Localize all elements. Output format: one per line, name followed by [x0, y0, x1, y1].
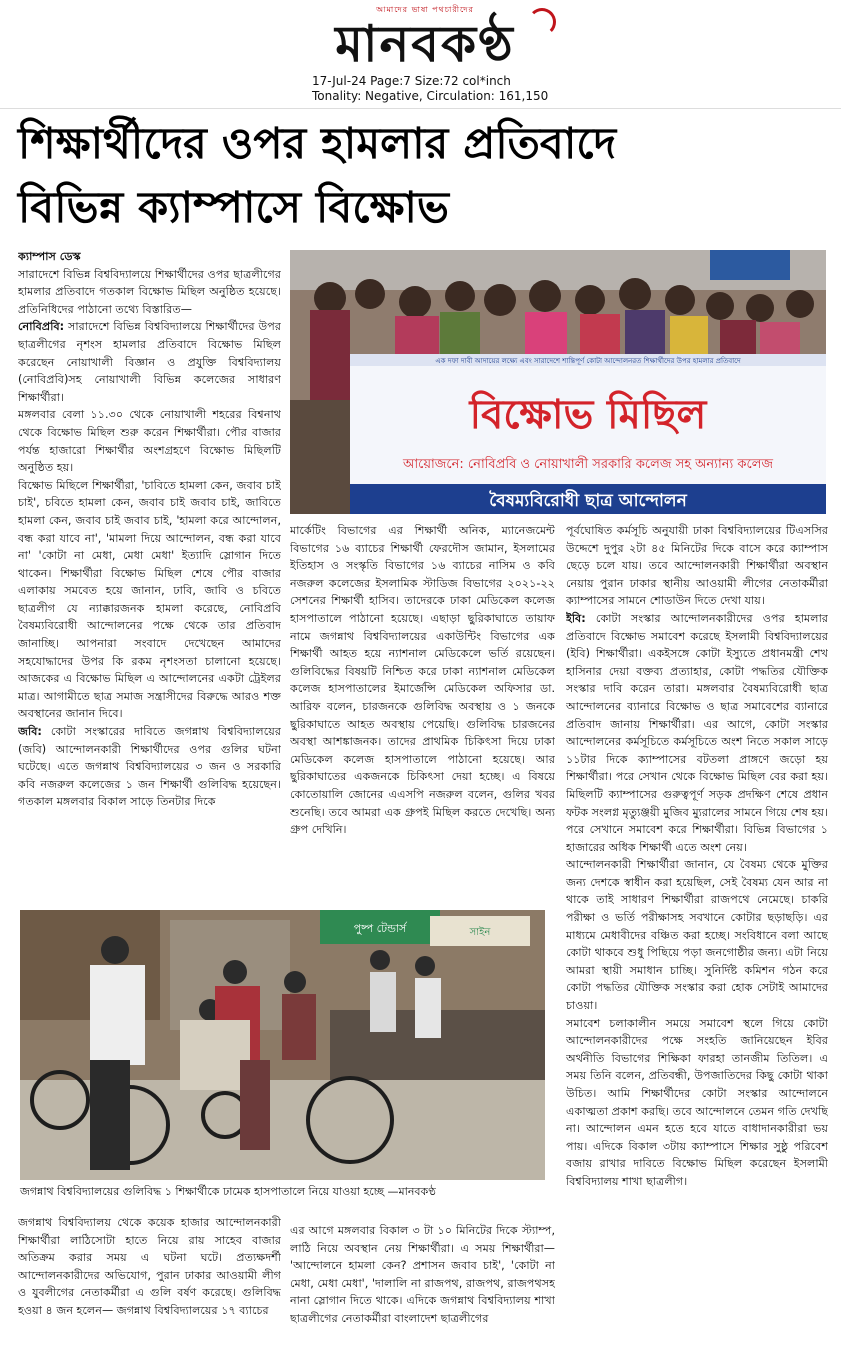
- paragraph: সারাদেশে বিভিন্ন বিশ্ববিদ্যালয়ে শিক্ষার্থীদের ওপর ছাত্রলীগের হামলার প্রতিবাদে গতকাল বিক্ষোভ মিছিল অনুষ্ঠিত হয়েছে। প্রতিনিধিদের পাঠানো তথ্যে বিস্তারিত—: [18, 267, 281, 316]
- photo-caption: জগন্নাথ বিশ্ববিদ্যালয়ের গুলিবিদ্ধ ১ শিক্ষার্থীকে ঢামেক হাসপাতালে নিয়ে যাওয়া হচ্ছে —মানবকণ্ঠ: [20, 1185, 436, 1198]
- paragraph: [566, 610, 828, 856]
- paragraph: জগন্নাথ বিশ্ববিদ্যালয় থেকে কয়েক হাজার আন্দোলনকারী শিক্ষার্থীরা লাঠিসোটা হাতে নিয়ে রায় সাহেব বাজার অতিক্রম করার সময় এ ঘটনা ঘটে। প্রত্যক্ষদর্শী আন্দোলনকারীদের অভিযোগ, পুরান ঢাকার আওয়ামী লীগ ও যুবলীগের নেতাকর্মীরা এ গুলি বর্ষণ করেছে। গুলিবিদ্ধ হওয়া ৪ জন হলেন— জগন্নাথ বিশ্ববিদ্যালয়ের ১৭ ব্যাচের: [18, 1216, 281, 1317]
- banner-bottom-text: বৈষম্যবিরোধী ছাত্র আন্দোলন: [489, 491, 687, 511]
- banner-main-text: বিক্ষোভ মিছিল: [469, 392, 707, 438]
- article-column-3: [566, 522, 828, 1344]
- divider: [0, 108, 841, 109]
- banner-top-text: এক দফা দাবী আদায়ের লক্ষ্যে এবং সারাদেশে শান্তিপূর্ণ কোটা আন্দোলনরত শিক্ষার্থীদের উপর হামলার প্রতিবাদে: [435, 357, 741, 365]
- shop-sign-right: সাইন: [469, 927, 491, 938]
- paragraph: [18, 723, 281, 811]
- section-lead: নোবিপ্রবি:: [18, 320, 65, 334]
- paragraph-text: কোটা সংস্কারের দাবিতে জগন্নাথ বিশ্ববিদ্যালয়ের (জবি) আন্দোলনকারী শিক্ষার্থীদের ওপর গুলির ঘটনা ঘটেছে। এতে জগন্নাথ বিশ্ববিদ্যালয়ের ৩ জন ও সরকারি কবি নজরুল কলেজের ১ জন শিক্ষার্থী গুলিবিদ্ধ হয়েছেন। গতকাল মঙ্গলবার বিকাল সাড়ে তিনটার দিকে: [18, 725, 281, 809]
- newspaper-logo: মানবকণ্ঠ: [335, 15, 515, 73]
- paragraph: [18, 318, 281, 406]
- clip-meta: [312, 74, 548, 104]
- section-lead: জবি:: [18, 725, 42, 739]
- protest-photo-svg: [290, 250, 826, 514]
- article-column-1: [18, 248, 281, 900]
- street-photo-svg: [20, 910, 545, 1180]
- shop-sign-left: পুষ্প টেন্ডার্স: [353, 922, 407, 935]
- headline-line-2: বিভিন্ন ক্যাম্পাসে বিক্ষোভ: [18, 183, 449, 233]
- paragraph: মার্কেটিং বিভাগের এর শিক্ষার্থী অনিক, ম্যানেজমেন্ট বিভাগের ১৬ ব্যাচের শিক্ষার্থী ফেরদৌস জামান, ইসলামের ইতিহাস ও সংস্কৃতি বিভাগের ১৬ ব্যাচের নাসিম ও কবি নজরুল কলেজের ইসলামিক স্টাডিজ বিভাগের ২০২১-২২ সেশনের শিক্ষার্থী হাসিব। তাদেরকে ঢাকা মেডিকেল কলেজ হাসপাতালে পাঠানো হয়েছে। এছাড়া ছুরিকাঘাতে তায়াফ নামে জগন্নাথ বিশ্ববিদ্যালয়ের একাউন্টিং বিভাগের এক শিক্ষার্থী আহত হয়ে ন্যাশনাল মেডিকেলে ভর্তি রয়েছেন। গুলিবিদ্ধের বিষয়টি নিশ্চিত করে ঢাকা ন্যাশনাল মেডিকেল কলেজ হাসপাতালের ইমার্জেন্সি মেডিকেল অফিসার ডা. আরিফ বলেন, চারজনকে গুলিবিদ্ধ অবস্থায় ও ১ জনকে ছুরিকাঘাতে আহত অবস্থায় পেয়েছি। গুলিবিদ্ধ চারজনের অবস্থা আশঙ্কাজনক। তাদের প্রাথমিক চিকিৎসা দিয়ে ঢাকা মেডিকেল কলেজ হাসপাতালে পাঠানো হয়েছে। আর ছুরিকাঘাতের একজনকে চিকিৎসা দেয়া হচ্ছে। এ বিষয়ে কোতোয়ালি জোনের এএসপি নজরুল বলেন, গুলির খবর শুনেছি। তবে আমরা এক গ্রুপই মিছিল করতে দেখেছি। অন্য গ্রুপ দেখিনি।: [290, 524, 555, 837]
- paragraph: আন্দোলনকারী শিক্ষার্থীরা জানান, যে বৈষম্য থেকে মুক্তির জন্য দেশকে স্বাধীন করা হয়েছিল, সেই বৈষম্য যেন আর না থাকে তাই সাধারণ শিক্ষার্থীরা রাজপথে নেমেছে। চাকরি পরীক্ষা ও ভর্তি পরীক্ষাসহ সবখানে কোটার ছড়াছড়ি। এর মাধ্যমে মেধাবীদের বঞ্চিত করা হচ্ছে। সংবিধানে বলা আছে কোটা থাকবে শুধু পিছিয়ে পড়া জনগোষ্ঠীর জন্য। এটা নিয়ে আমরা স্থায়ী সমাধান চাচ্ছি। সুনির্দিষ্ট কমিশন গঠন করে কোটা পদ্ধতির যৌক্তিক সংস্কার করা হোক সেটাই আমাদের চাওয়া।: [566, 858, 828, 1013]
- paragraph: এর আগে মঙ্গলবার বিকাল ৩ টা ১০ মিনিটের দিকে স্ট্যাম্প, লাঠি নিয়ে অবস্থান নেয় শিক্ষার্থীরা। এ সময় শিক্ষার্থীরা— 'আন্দোলনে হামলা কেন? প্রশাসন জবাব চাই', 'কোটা না মেধা, মেধা মেধা', 'দালালি না রাজপথ, রাজপথ, রাজপথসহ নানা স্লোগান দিতে থাকে। এদিকে জগন্নাথ বিশ্ববিদ্যালয় শাখা ছাত্রলীগের নেতাকর্মীরা বাংলাদেশ ছাত্রলীগের: [290, 1224, 555, 1325]
- article-bottom-column-1: [18, 1214, 281, 1346]
- wounded-student-photo: [20, 910, 545, 1180]
- masthead: [280, 4, 570, 71]
- section-lead: ইবি:: [566, 611, 586, 625]
- paragraph: সমাবেশ চলাকালীন সময়ে সমাবেশ স্থলে গিয়ে কোটা আন্দোলনকারীদের পক্ষে সংহতি জানিয়েছেন ইবির অর্থনীতি বিভাগের শিক্ষিকা ফারহা তানজীম তিতিল। এ সময় তিনি বলেন, প্রতিবন্ধী, উপজাতিদের কিছু কোটা থাকা উচিত। আমি শিক্ষার্থীদের কোটা সংস্কার আন্দোলনে একাত্মতা প্রকাশ করছি। তবে আন্দোলনে তেমন গতি দেখছি না। আন্দোলন এমন হতে হবে যাতে বাধাদানকারীরা ভয় পায়। এদিকে বিকাল ৩টায় ক্যাম্পাসে শিক্ষার সুষ্ঠু পরিবেশ বজায় রাখার দাবিতে বিক্ষোভ মিছিল করেছেন ইসলামী বিশ্ববিদ্যালয় শাখা ছাত্রলীগ।: [566, 1016, 828, 1188]
- byline: ক্যাম্পাস ডেস্ক: [18, 250, 81, 263]
- protest-march-photo: [290, 250, 826, 514]
- paragraph-text: সারাদেশে বিভিন্ন বিশ্ববিদ্যালয়ে শিক্ষার্থীদের উপর ছাত্রলীগের নৃশংস হামলার প্রতিবাদে বিক্ষোভ মিছিল করেছেন নোয়াখালী বিজ্ঞান ও প্রযুক্তি বিশ্ববিদ্যালয় (নোবিপ্রবি)সহ নোয়াখালী বিভিন্ন কলেজের সাধারণ শিক্ষার্থীরা।: [18, 320, 281, 404]
- clip-meta-date-page: 17-Jul-24 Page:7 Size:72 col*inch: [312, 74, 511, 88]
- article-bottom-column-2: [290, 1222, 555, 1346]
- paragraph: মঙ্গলবার বেলা ১১.৩০ থেকে নোয়াখালী শহরের বিশ্বনাথ থেকে বিক্ষোভ মিছিল শুরু করেন শিক্ষার্থীরা। পৌর বাজার পর্যন্ত হাজারো শিক্ষার্থীর অংশগ্রহণে বিক্ষোভ মিছিলটি অনুষ্ঠিত হয়।: [18, 408, 281, 475]
- clip-meta-tonality: Tonality: Negative, Circulation: 161,150: [312, 89, 549, 103]
- paragraph: বিক্ষোভ মিছিলে শিক্ষার্থীরা, 'চাবিতে হামলা কেন, জবাব চাই চাই', চবিতে হামলা কেন, জবাব চাই জবাব চাই, জাবিতে হামলা কেন, জবাব চাই জবাব চাই, 'হামলা করে আন্দোলন, বন্ধ করা যাবে না', 'মামলা দিয়ে আন্দোলন, বন্ধ করা যাবে না' 'কোটা না মেধা, মেধা মেধা' ইত্যাদি স্লোগান দিতে থাকেন। শিক্ষার্থীরা বিক্ষোভ মিছিল শেষে পৌর বাজার এলাকায় সমবেত হয়ে জানান, ঢাবি, জাবি ও চবিতে ছাত্রলীগ যে ন্যাক্কারজনক হামলা করেছে, নোবিপ্রবি বৈষম্যবিরোধী আন্দোলনের পক্ষে থেকে তার প্রতিবাদ জানাচ্ছি। আপনারা সংবাদে দেখেছেন আমাদের সহযোদ্ধাদের উপর কি রকম নৃশংসতা চালানো হয়েছে। আজকের এ বিক্ষোভ মিছিল এ আন্দোলনের একটা ট্রেইলর মাত্র। আগামীতে ছাত্র সমাজ সন্ত্রাসীদের বিরুদ্ধে আরও শক্ত অবস্থানের জানান দিবে।: [18, 478, 281, 721]
- paragraph: পূর্বঘোষিত কর্মসূচি অনুযায়ী ঢাকা বিশ্ববিদ্যালয়ের টিএসসির উদ্দেশে দুপুর ২টা ৪৫ মিনিটের দিকে বাসে করে ক্যাম্পাস ছেড়ে চলে যায়। তবে আন্দোলনকারী শিক্ষার্থীরা অবস্থান নেয়ায় পুরান ঢাকার স্থানীয় আওয়ামী লীগের নেতাকর্মীরা ক্যাম্পাসের সামনে শোডাউন দিতে দেখা যায়।: [566, 524, 828, 608]
- banner-organizer-text: আয়োজনে: নোবিপ্রবি ও নোয়াখালী সরকারি কলেজ সহ অন্যান্য কলেজ: [402, 457, 774, 472]
- paragraph-text: কোটা সংস্কার আন্দোলনকারীদের ওপর হামলার প্রতিবাদে বিক্ষোভ সমাবেশ করেছে ইসলামী বিশ্ববিদ্যালয়ের (ইবি) শিক্ষার্থীরা। একইসঙ্গে কোটা ইস্যুতে প্রধানমন্ত্রী শেখ হাসিনার দেয়া বক্তব্য প্রত্যাহার, কোটা পদ্ধতির যৌক্তিক সংস্কার দাবি করেন তারা। মঙ্গলবার বৈষম্যবিরোধী ছাত্র আন্দোলনের ব্যানারে বিক্ষোভ ও ছাত্র সমাবেশের ব্যানারে প্রতিবাদ জানায় শিক্ষার্থীরা। এর আগে, কোটা সংস্কার আন্দোলনের কর্মসূচিতে কর্মসূচিতে অংশ নিতে সকাল সাড়ে ১১টার দিকে ক্যাম্পাসের বটতলা প্রাঙ্গণে জড়ো হয় শিক্ষার্থীরা। পরে সেখান থেকে বিক্ষোভ মিছিল বের করা হয়। মিছিলটি ক্যাম্পাসের গুরুত্বপূর্ণ সড়ক প্রদক্ষিণ শেষে প্রধান ফটক সংলগ্ন মৃত্যুঞ্জয়ী মুজিব ম্যুরালের সামনে গিয়ে শেষ হয়। পরে সেখানে সমাবেশ করে শিক্ষার্থীরা। বিভিন্ন বিভাগের ১ হাজারের অধিক শিক্ষার্থী এতে অংশ নেয়।: [566, 611, 828, 854]
- masthead-tagline: আমাদের ভাষা পথচারীদের: [376, 5, 474, 14]
- article-column-2: [290, 522, 555, 902]
- logo-swoosh-icon: [528, 8, 556, 36]
- article-headline: [18, 112, 818, 240]
- headline-line-1: শিক্ষার্থীদের ওপর হামলার প্রতিবাদে: [18, 119, 617, 169]
